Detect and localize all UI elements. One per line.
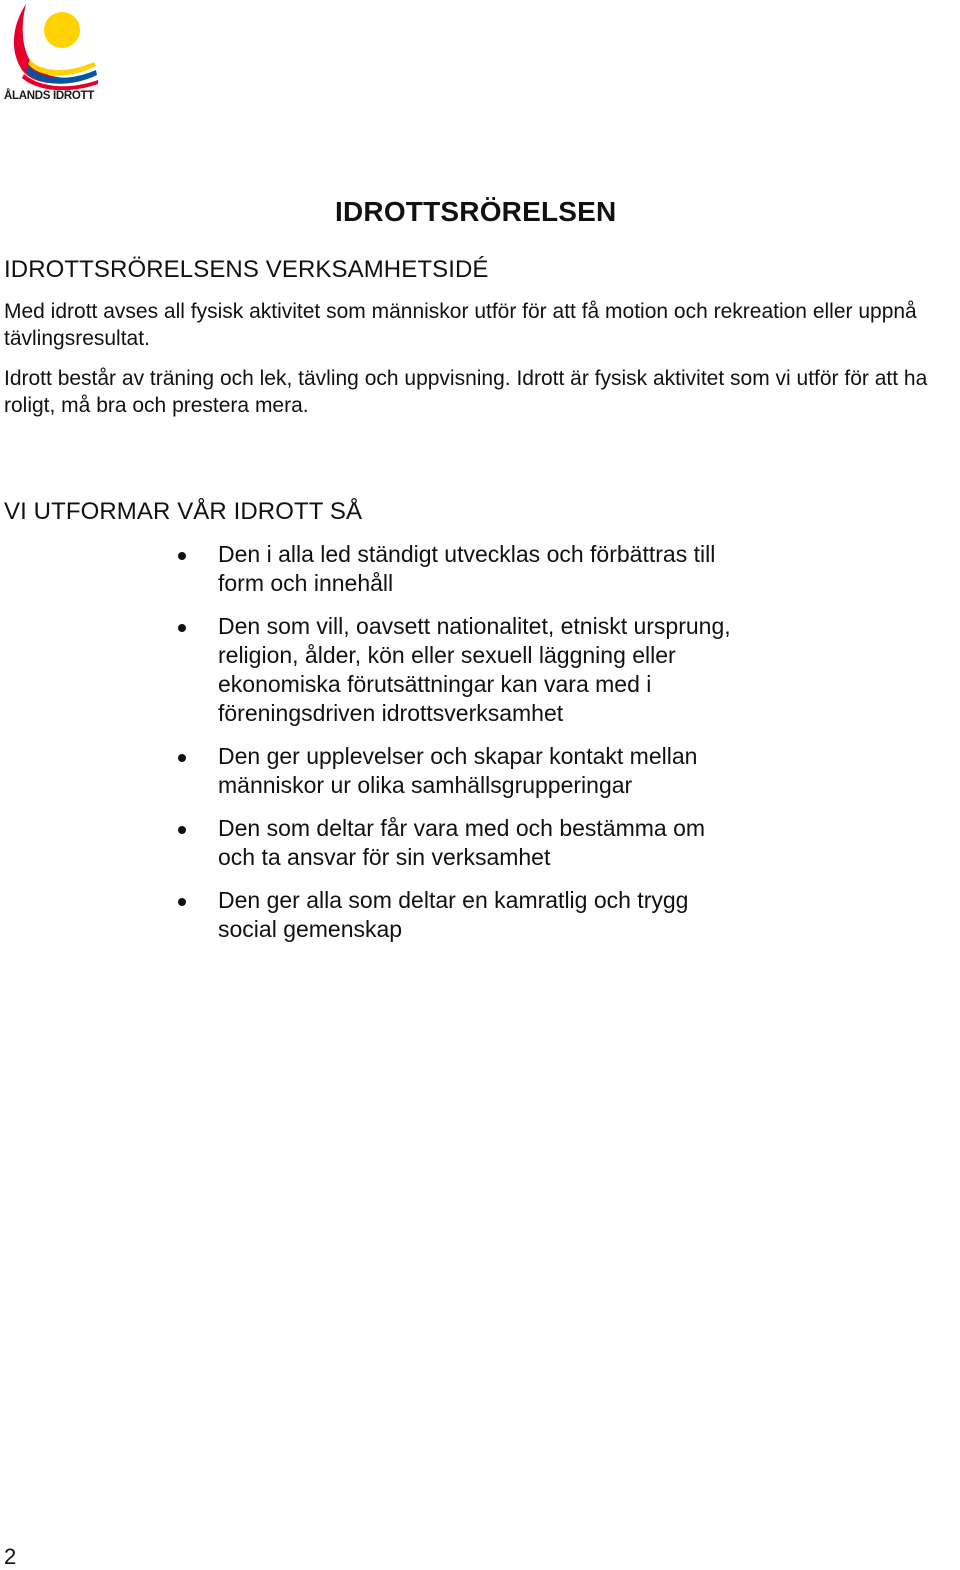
list-item xyxy=(0,612,742,728)
list-item-text: Den som vill, oavsett nationalitet, etniskt ursprung, religion, ålder, kön eller sexuell läggning eller ekonomiska förutsättningar kan vara med i föreningsdriven idrottsverksamhet xyxy=(218,613,731,726)
list-item xyxy=(0,540,742,598)
bullet-icon xyxy=(178,552,186,560)
section-heading-verksamhetside: IDROTTSRÖRELSENS VERKSAMHETSIDÉ xyxy=(4,256,489,283)
alands-idrott-logo xyxy=(4,0,104,108)
paragraph-idrott-description: Idrott består av träning och lek, tävling och uppvisning. Idrott är fysisk aktivitet som vi utför för att ha roligt, må bra och prestera mera. xyxy=(4,367,928,417)
bullet-icon xyxy=(178,898,186,906)
logo-emblem-icon xyxy=(4,0,100,90)
list-item xyxy=(0,886,742,944)
bullet-icon xyxy=(178,826,186,834)
bullet-icon xyxy=(178,754,186,762)
principles-bullet-list xyxy=(0,540,960,958)
list-item-text: Den i alla led ständigt utvecklas och förbättras till form och innehåll xyxy=(218,541,716,596)
logo-wordmark: ÅLANDS IDROTT xyxy=(4,90,95,102)
section-heading-utformar: VI UTFORMAR VÅR IDROTT SÅ xyxy=(4,498,363,525)
logo-sun-shape xyxy=(44,12,80,48)
list-item xyxy=(0,814,742,872)
list-item-text: Den som deltar får vara med och bestämma om och ta ansvar för sin verksamhet xyxy=(218,815,706,870)
page-title: IDROTTSRÖRELSEN xyxy=(335,196,617,227)
list-item-text: Den ger upplevelser och skapar kontakt mellan människor ur olika samhällsgrupperingar xyxy=(218,743,698,798)
list-item-text: Den ger alla som deltar en kamratlig och trygg social gemenskap xyxy=(218,887,689,942)
bullet-icon xyxy=(178,624,186,632)
list-item xyxy=(0,742,742,800)
paragraph-definition: Med idrott avses all fysisk aktivitet som människor utför för att få motion och rekreation eller uppnå tävlingsresultat. xyxy=(4,300,917,350)
page-number: 2 xyxy=(4,1544,17,1569)
